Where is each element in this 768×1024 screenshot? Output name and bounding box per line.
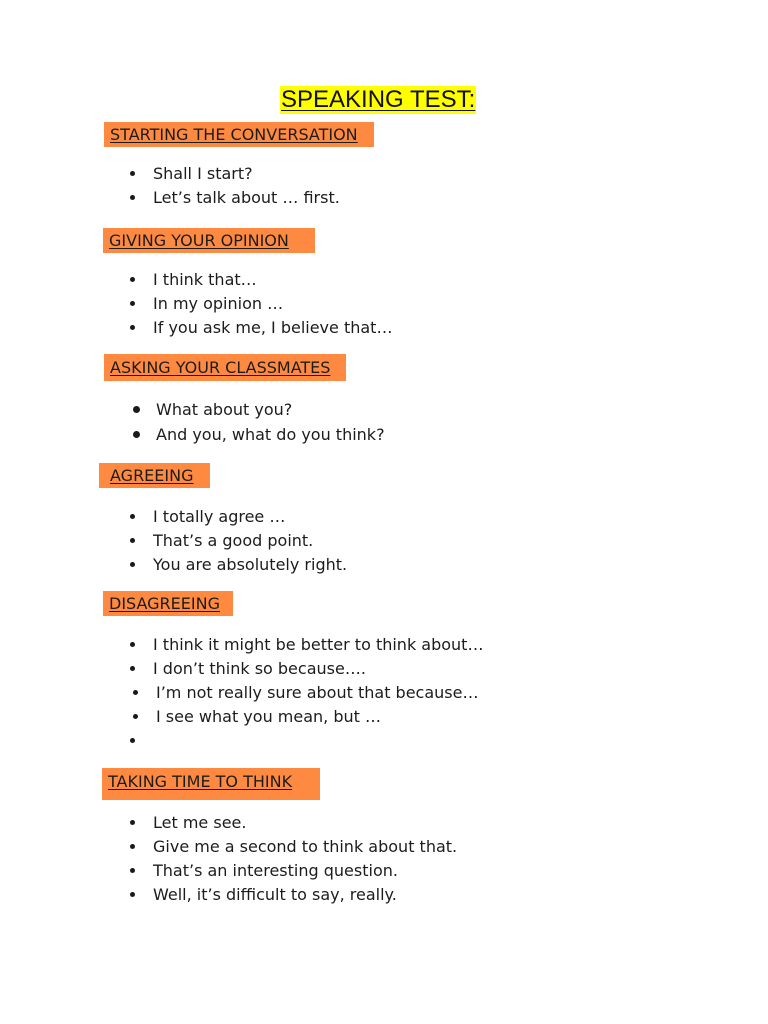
list-item-text: And you, what do you think? <box>156 425 385 444</box>
bullet-icon <box>130 868 135 873</box>
list-item-text: I see what you mean, but … <box>156 707 381 726</box>
bullet-icon <box>130 562 135 567</box>
bullet-icon <box>130 195 135 200</box>
section-heading: ASKING YOUR CLASSMATES <box>104 354 346 381</box>
list-item-text: If you ask me, I believe that… <box>153 318 393 337</box>
bullet-icon <box>133 690 138 695</box>
bullet-icon <box>130 301 135 306</box>
list-item-text: That’s a good point. <box>153 531 314 550</box>
bullet-icon <box>133 431 140 438</box>
section-heading: AGREEING <box>99 463 210 488</box>
bullet-icon <box>130 171 135 176</box>
list-item-text: That’s an interesting question. <box>153 861 398 880</box>
list-item-text: I don’t think so because…. <box>153 659 366 678</box>
bullet-icon <box>130 892 135 897</box>
section-heading: GIVING YOUR OPINION <box>103 228 315 253</box>
list-item-text: Let me see. <box>153 813 247 832</box>
list-item-text: In my opinion … <box>153 294 284 313</box>
bullet-icon <box>130 642 135 647</box>
section-heading: TAKING TIME TO THINK <box>102 768 320 800</box>
bullet-icon <box>130 738 135 743</box>
list-item-text: You are absolutely right. <box>153 555 348 574</box>
bullet-icon <box>130 538 135 543</box>
page-title: SPEAKING TEST: <box>281 86 476 113</box>
list-item-text: Give me a second to think about that. <box>153 837 458 856</box>
list-item-text: Well, it’s difficult to say, really. <box>153 885 397 904</box>
list-item-text: I think it might be better to think about… <box>153 635 484 654</box>
bullet-icon <box>133 714 138 719</box>
list-item-text: I think that… <box>153 270 257 289</box>
bullet-icon <box>130 277 135 282</box>
bullet-icon <box>130 514 135 519</box>
list-item-text: What about you? <box>156 400 293 419</box>
bullet-icon <box>130 844 135 849</box>
bullet-icon <box>130 666 135 671</box>
bullet-icon <box>130 820 135 825</box>
section-heading: STARTING THE CONVERSATION <box>104 122 374 147</box>
bullet-icon <box>130 325 135 330</box>
list-item-text: Shall I start? <box>153 164 253 183</box>
section-heading: DISAGREEING <box>103 591 233 616</box>
list-item-text: I totally agree … <box>153 507 286 526</box>
list-item-text: Let’s talk about … first. <box>153 188 340 207</box>
bullet-icon <box>133 406 140 413</box>
list-item-text: I’m not really sure about that because… <box>156 683 479 702</box>
